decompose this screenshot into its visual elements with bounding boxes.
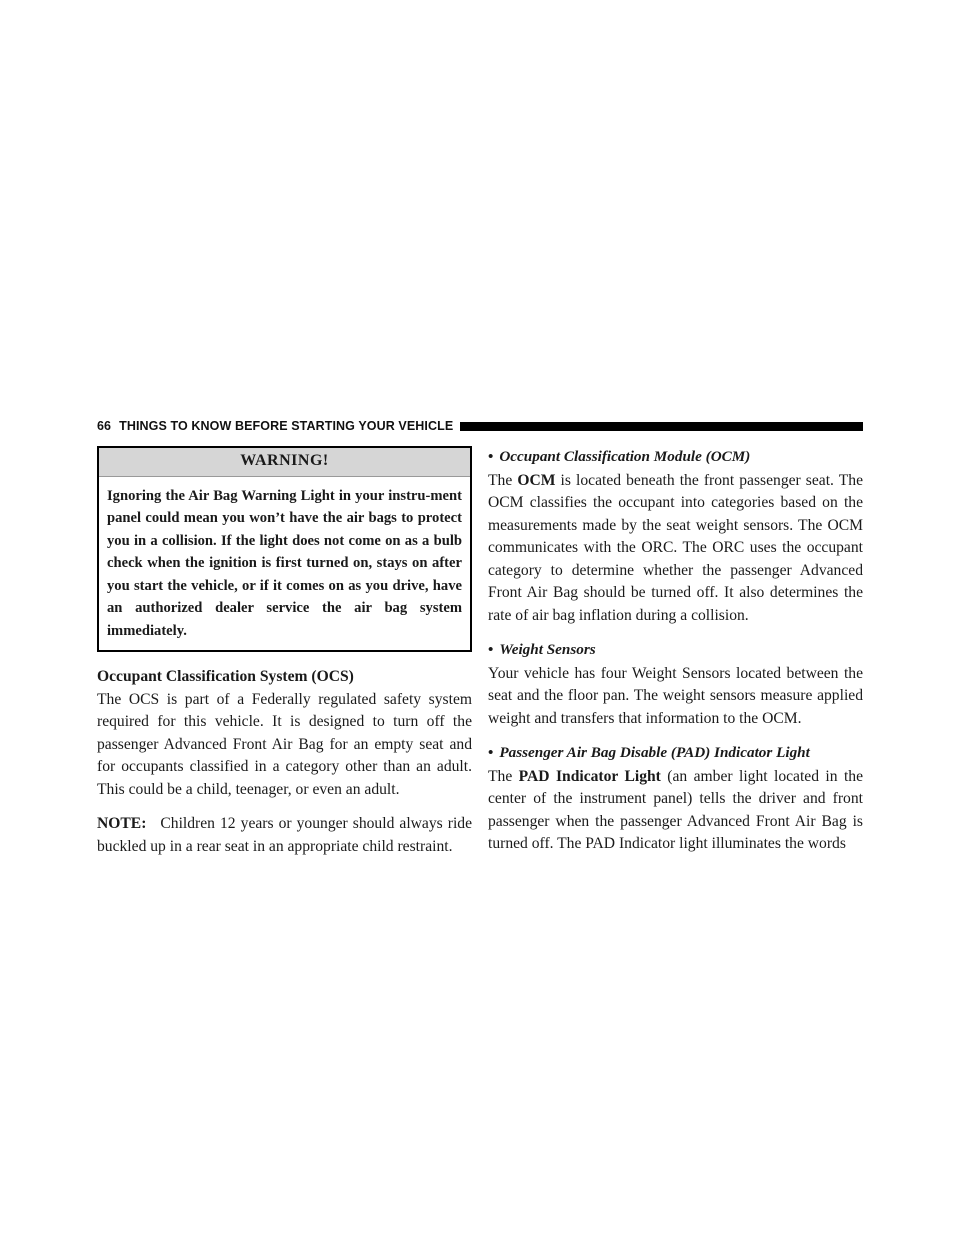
ocm-heading-text: Occupant Classification Module (OCM) (499, 448, 751, 465)
header-text (97, 419, 453, 433)
bullet-icon: • (488, 641, 494, 658)
pad-body: (an amber light located in the center of the instrument panel) tells the driver and front passenger when the passenger Advanced Front Air Bag is turned off. The PAD Indicator light illuminates the words (488, 767, 863, 852)
bullet-icon: • (488, 448, 494, 465)
ocm-body: is located beneath the front passenger seat. The OCM classifies the occupant into categories based on the measurements made by the seat weight sensors. The OCM communicates with the ORC. The ORC uses the occupant category to determine whether the passenger Advanced Front Air Bag should be turned off. It also determines the rate of air bag inflation during a collision. (488, 471, 863, 624)
left-column (97, 446, 472, 870)
warning-box (97, 446, 472, 652)
warning-title: WARNING! (99, 448, 470, 477)
pad-heading (488, 742, 863, 765)
weight-heading (488, 639, 863, 662)
pad-paragraph (488, 766, 863, 856)
ocm-lead: The (488, 471, 513, 489)
note-text: Children 12 years or younger should always ride buckled up in a rear seat in an appropriate child restraint. (97, 815, 472, 855)
note-paragraph (97, 813, 472, 858)
note-label: NOTE: (97, 815, 147, 832)
bullet-icon: • (488, 744, 494, 761)
warning-body: Ignoring the Air Bag Warning Light in your instru-ment panel could mean you won’t have the air bags to protect you in a collision. If the light does not come on as a bulb check when the ignition is first turned on, stays on after you start the vehicle, or if it comes on as you drive, have an authorized dealer service the air bag system immediately. (107, 487, 462, 639)
ocs-paragraph: The OCS is part of a Federally regulated safety system required for this vehicle. It is designed to turn off the passenger Advanced Front Air Bag for an empty seat and for occupants classified in a category other than an adult. This could be a child, teenager, or even an adult. (97, 690, 472, 798)
right-column (488, 446, 863, 868)
ocm-heading (488, 446, 863, 469)
ocs-heading: Occupant Classification System (OCS) (97, 668, 354, 685)
section-title: THINGS TO KNOW BEFORE STARTING YOUR VEHICLE (119, 419, 454, 433)
pad-heading-text: Passenger Air Bag Disable (PAD) Indicator Light (499, 744, 810, 761)
ocm-term: OCM (517, 471, 556, 489)
pad-lead: The (488, 767, 513, 785)
weight-paragraph: Your vehicle has four Weight Sensors located between the seat and the floor pan. The weight sensors measure applied weight and transfers that information to the OCM. (488, 664, 863, 727)
weight-heading-text: Weight Sensors (499, 641, 596, 658)
page-header (97, 417, 863, 435)
header-rule (460, 422, 863, 431)
ocm-paragraph (488, 470, 863, 628)
pad-term: PAD Indicator Light (518, 767, 661, 785)
page-number: 66 (97, 419, 112, 433)
